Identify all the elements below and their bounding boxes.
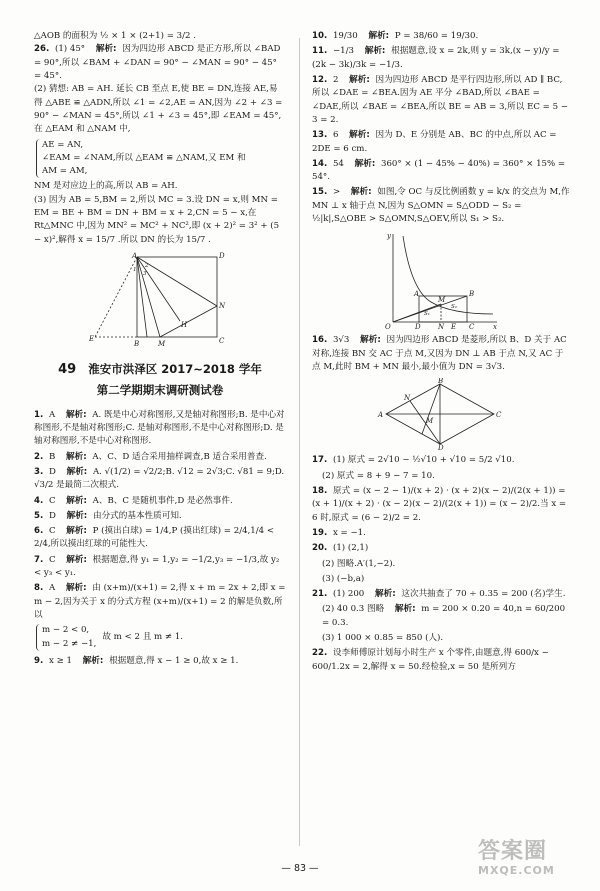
solution-text: (3) 1 000 × 0.85 = 850 (人). <box>322 633 444 644</box>
analysis-text: A. √(1/2) = √2/2;B. √12 = 2√3;C. √81 = 9;D. √3/2 是最简二次根式. <box>34 466 285 491</box>
analysis-text: A. 既是中心对称图形,又是轴对称图形;B. 是中心对称图形,不是轴对称图形;C. 是轴对称图形,不是中心对称图形;D. 是轴对称图形,不是中心对称图形. <box>34 409 285 447</box>
question-26 <box>34 43 286 247</box>
rhombus-figure <box>376 378 506 450</box>
label-b: B <box>438 378 444 386</box>
analysis-label: 解析: <box>360 335 381 346</box>
analysis-text: P (摸出白球) = 1/4,P (摸出红球) = 2/4,1/4 < 2/4,所以摸出红球的可能性大. <box>34 526 275 550</box>
question-10 <box>312 30 570 43</box>
question-number: 18. <box>312 485 328 496</box>
brace-line: ∠EAM = ∠NAM,所以 △EAM ≌ △NAM,又 EM 和 <box>42 152 246 163</box>
solution-text: (3) (−b,a) <box>322 573 365 584</box>
question-17 <box>312 454 570 467</box>
analysis-label: 解析: <box>66 451 87 462</box>
question-11 <box>312 45 570 72</box>
analysis-label: 解析: <box>368 31 390 41</box>
q8-conclusion: 故 m < 2 且 m ≠ 1. <box>102 631 184 642</box>
analysis-text: m = 200 × 0.20 = 40,n = 60/200 = 0.3. <box>322 604 566 628</box>
question-12 <box>312 74 570 127</box>
question-number: 21. <box>312 589 328 600</box>
section-title-line1: 淮安市洪泽区 2017~2018 学年 <box>88 362 262 376</box>
label-h: H <box>181 321 188 329</box>
question-21 <box>312 588 570 601</box>
brace-line: m − 2 ≠ −1, <box>42 638 97 649</box>
analysis-text: 因为四边形 ABCD 是正方形,所以 ∠BAD = 90°,所以 ∠BAM + ∠DAN = 90° − ∠MAN = 90° − 45° = 45°. <box>34 44 281 81</box>
label-c: C <box>469 323 475 331</box>
question-21-part2 <box>312 603 570 630</box>
question-number: 13. <box>312 130 328 141</box>
question-20-part3 <box>312 573 570 586</box>
analysis-label: 解析: <box>364 46 386 57</box>
analysis-text: P = 38/60 = 19/30. <box>394 31 479 41</box>
label-c: C <box>496 411 502 420</box>
line-mn <box>160 306 217 337</box>
analysis-label: 解析: <box>394 604 416 615</box>
question-number: 11. <box>312 46 328 57</box>
question-number: 3. <box>34 466 44 477</box>
label-angle-3: 3 <box>143 271 147 277</box>
answer: D <box>48 510 56 521</box>
analysis-label: 解析: <box>66 526 87 537</box>
question-number: 22. <box>312 648 328 659</box>
answer: C <box>48 495 56 506</box>
question-18 <box>312 485 570 525</box>
question-17-part2 <box>312 470 570 483</box>
label-a: A <box>414 290 420 299</box>
label-n: N <box>219 302 226 310</box>
analysis-label: 解析: <box>65 409 87 420</box>
question-7 <box>34 554 286 581</box>
question-6 <box>34 525 286 552</box>
analysis-text: 根据题意,设 x = 2k,则 y = 3k,(x − y)/y = (2k − 3k)/3k = −1/3. <box>312 46 560 70</box>
answer: A <box>48 409 56 420</box>
answer: A <box>48 583 56 594</box>
question-4 <box>34 495 286 508</box>
answer: −1/3 <box>332 46 354 57</box>
q26-part2-end: NM 是对应边上的高,所以 AB = AH. <box>34 181 178 192</box>
analysis-text: A、B、C 是随机事件,D 是必然事件. <box>92 495 233 506</box>
hyperbola-figure <box>381 230 501 330</box>
answer: (1) 200 <box>332 589 365 600</box>
q26-part2: (2) 猜想: AB = AH. 延长 CB 至点 E,使 BE = DN,连接 AE,易得 △ABE ≌ △ADN,所以 ∠1 = ∠2,AE = AN,因为 ∠2 + ∠3 = 90° − ∠MAN = 45°,所以 ∠1 + ∠3 = 45°,即 ∠EAM = 45°,在 △EAM 和 △NAM 中, <box>34 84 283 135</box>
question-number: 10. <box>312 31 328 41</box>
label-d: D <box>219 252 225 260</box>
solution-text: 原式 = (x − 2 − 1)/(x + 2) · (x + 2)(x − 2)/(2(x + 1)) = (x + 1)/(x + 2) · (x − 2)(x − 2)/(2(x + 1)) = (x − 2)/2.当 x = 6 时,原式 = (6 − 2)/2 = 2. <box>312 485 567 523</box>
right-column <box>312 30 570 676</box>
watermark-logo-text: 答案圈 <box>478 839 548 864</box>
label-e: E <box>451 323 457 331</box>
label-s1: S₁ <box>424 311 430 318</box>
label-y: y <box>387 232 391 241</box>
question-number: 12. <box>312 74 328 85</box>
label-b: B <box>469 290 475 299</box>
question-number: 2. <box>34 451 44 462</box>
analysis-text: 由分式的基本性质可知. <box>92 510 182 521</box>
question-9 <box>34 655 286 668</box>
brace-line: m − 2 < 0, <box>42 625 90 636</box>
answer: 3√3 <box>332 335 350 346</box>
question-14 <box>312 158 570 185</box>
question-number: 1. <box>34 409 44 420</box>
analysis-text: 因为四边形 ABCD 是平行四边形,所以 AD ∥ BC,所以 ∠DAE = ∠BEA.因为 AE 平分 ∠BAD,所以 ∠BAE = ∠DAE,所以 ∠BAE = ∠BEA,所以 BE = AB = 3,所以 EC = 5 − 3 = 2. <box>312 74 568 125</box>
congruence-brace <box>36 139 286 179</box>
analysis-text: 根据题意,得 x − 1 ≥ 0,故 x ≥ 1. <box>109 655 239 666</box>
square-geometry-figure <box>85 251 235 351</box>
analysis-label: 解析: <box>349 74 370 85</box>
label-d: D <box>415 323 421 331</box>
brace-line: AE = AN, <box>42 139 84 150</box>
question-number: 4. <box>34 495 44 506</box>
label-angle-2: 2 <box>145 263 149 269</box>
solution-text: (2) 图略.A′(1,−2). <box>322 558 396 569</box>
watermark-url: MXQE.COM <box>478 864 555 877</box>
solution-text: (1) 原式 = 2√10 − ½√10 + √10 = 5/2 √10. <box>332 455 515 466</box>
analysis-text: 这次共抽查了 70 ÷ 0.35 = 200 (名)学生. <box>401 589 566 600</box>
label-a: A <box>132 252 138 260</box>
label-n: N <box>438 323 445 331</box>
label-m: M <box>426 417 434 426</box>
label-a: A <box>378 411 384 420</box>
question-13 <box>312 129 570 156</box>
label-m: M <box>438 296 446 305</box>
inequality-brace <box>36 624 96 651</box>
q8-condition <box>34 622 286 653</box>
question-2 <box>34 451 286 464</box>
analysis-label: 解析: <box>82 655 104 666</box>
question-number: 26. <box>34 44 50 55</box>
analysis-label: 解析: <box>349 130 370 141</box>
analysis-text: 由 (x+m)/(x+1) = 2,得 x + m = 2x + 2,即 x = m − 2,因为关于 x 的分式方程 (x+m)/(x+1) = 2 的解是负数,所以 <box>34 583 286 621</box>
question-number: 17. <box>312 455 328 466</box>
solution-text: (1) (2,1) <box>332 543 369 554</box>
question-number: 14. <box>312 158 328 169</box>
label-n: N <box>404 394 411 403</box>
answer: D <box>48 466 56 477</box>
label-s2: S₂ <box>451 304 457 311</box>
page-number: — 83 — <box>281 863 319 874</box>
q26-part3: (3) 因为 AB = 5,BM = 2,所以 MC = 3.设 DN = x,则 MN = EM = BE + BM = DN + BM = x + 2,CN = 5 − x,在 Rt△MNC 中,因为 MN² = MC² + NC²,即 (x + 2)² = 3² + (5 − x)²,解得 x = 15/7 .所以 DN 的长为 15/7 . <box>34 194 280 245</box>
answer: 2 <box>332 74 339 85</box>
analysis-label: 解析: <box>65 583 87 594</box>
analysis-text: 360° × (1 − 45% − 40%) = 360° × 15% = 54°. <box>312 158 566 183</box>
question-number: 15. <box>312 187 328 198</box>
analysis-label: 解析: <box>66 554 87 565</box>
site-watermark <box>478 840 590 886</box>
question-number: 8. <box>34 583 44 594</box>
answer: 6 <box>332 130 339 141</box>
analysis-label: 解析: <box>350 187 372 198</box>
label-d: D <box>438 444 444 451</box>
answer: > <box>332 187 341 198</box>
question-22 <box>312 647 570 674</box>
line-dn <box>410 401 440 444</box>
square-abcd <box>137 257 217 337</box>
section-title-line2: 第二学期期末调研测试卷 <box>96 383 224 398</box>
section-number: 49 <box>58 362 77 377</box>
answer: C <box>48 554 56 565</box>
answer: 19/30 <box>332 31 358 41</box>
label-b: B <box>134 340 140 348</box>
question-1 <box>34 409 286 449</box>
question-number: 5. <box>34 510 44 521</box>
question-number: 9. <box>34 655 44 666</box>
label-x: x <box>493 323 497 331</box>
answer: C <box>48 526 56 537</box>
analysis-label: 解析: <box>66 510 88 521</box>
question-number: 20. <box>312 543 328 554</box>
analysis-text: 因为 D、E 分别是 AB、BC 的中点,所以 AC = 2DE = 6 cm. <box>312 130 557 154</box>
question-19 <box>312 527 570 540</box>
top-text: △AOB 的面积为 ½ × 1 × (2+1) = 3/2 . <box>34 31 196 41</box>
question-16 <box>312 334 570 374</box>
question-20-part2 <box>312 558 570 571</box>
question-number: 16. <box>312 335 328 346</box>
question-number: 7. <box>34 554 44 565</box>
analysis-text: 因为四边形 ABCD 是菱形,所以 B、D 关于 AC 对称,连接 BN 交 AC 于点 M,又因为 DN ⊥ AB 于点 N,又 AC 于点 M,此时 BM + MN 最小,最小值为 DN = 3√3. <box>312 335 567 372</box>
question-3 <box>34 466 286 493</box>
answer: B <box>48 451 56 462</box>
analysis-label: 解析: <box>95 44 117 55</box>
question-number: 19. <box>312 527 328 538</box>
question-8 <box>34 582 286 653</box>
question-15 <box>312 186 570 226</box>
label-o: O <box>385 323 391 331</box>
answer: (1) 45° <box>54 44 86 55</box>
analysis-label: 解析: <box>354 158 376 169</box>
solution-text: x = −1. <box>332 527 366 538</box>
column-divider <box>299 38 300 846</box>
left-column <box>34 30 286 670</box>
label-c: C <box>219 337 225 345</box>
solution-text: 设李师傅原计划每小时生产 x 个零件,由题意,得 600/x − 600/1.2x = 2,解得 x = 50.经检验,x = 50 是所列方 <box>312 648 549 672</box>
brace-line: AM = AM, <box>42 166 88 177</box>
question-5 <box>34 510 286 523</box>
label-m: M <box>158 340 166 348</box>
line-bm <box>422 384 440 434</box>
analysis-label: 解析: <box>66 495 87 506</box>
answer: x ≥ 1 <box>48 655 72 666</box>
solution-text: (2) 原式 = 8 + 9 − 7 = 10. <box>322 470 435 481</box>
analysis-text: 根据题意,得 y₁ = 1,y₂ = −1/2,y₃ = −1/3,故 y₂ < y₃ < y₁. <box>34 554 280 579</box>
label-angle-1: 1 <box>133 267 137 273</box>
answer: (2) 40 0.3 图略 <box>322 604 385 615</box>
question-20 <box>312 542 570 555</box>
section-header <box>34 359 286 401</box>
label-e: E <box>89 335 95 343</box>
analysis-text: A、C、D 适合采用抽样调查,B 适合采用普查. <box>92 451 267 462</box>
analysis-text: 如图,令 OC 与反比例函数 y = k/x 的交点为 M,作 MN ⊥ x 轴于点 N,因为 S△OMN = S△ODD − S₂ = ½|k|,S△OBE > S△OMN,S△OEV,所以 S₁ > S₂. <box>312 187 570 225</box>
answer: 54 <box>332 158 344 169</box>
line-om <box>393 304 441 322</box>
question-21-part3 <box>312 632 570 645</box>
analysis-label: 解析: <box>66 466 88 477</box>
analysis-label: 解析: <box>375 589 396 600</box>
line-ae <box>95 257 137 337</box>
question-number: 6. <box>34 526 44 537</box>
